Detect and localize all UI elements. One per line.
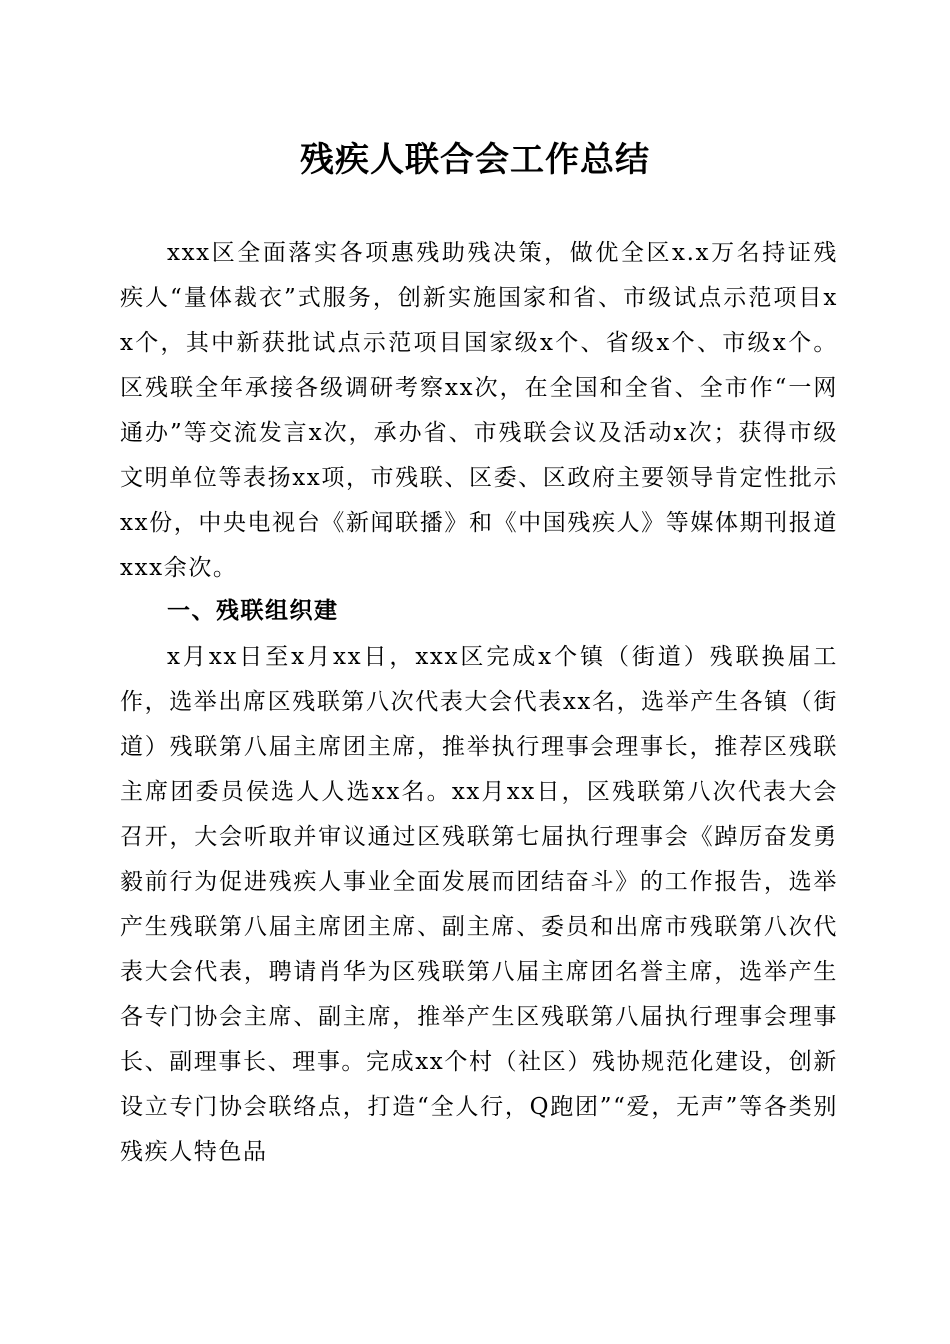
paragraph-section-1: x月xx日至x月xx日，xxx区完成x个镇（街道）残联换届工作，选举出席区残联第八次代表大会代表xx名，选举产生各镇（街道）残联第八届主席团主席，推举执行理事会理事长，推荐区残联主席团委员侯选人人选xx名。xx月xx日，区残联第八次代表大会召开，大会听取并审议通过区残联第七届执行理事会《踔厉奋发勇毅前行为促进残疾人事业全面发展而团结奋斗》的工作报告，选举产生残联第八届主席团主席、副主席、委员和出席市残联第八次代表大会代表，聘请肖华为区残联第八届主席团名誉主席，选举产生各专门协会主席、副主席，推举产生区残联第八届执行理事会理事长、副理事长、理事。完成xx个村（社区）残协规范化建设，创新设立专门协会联络点，打造“全人行，Q跑团”“爱，无声”等各类别残疾人特色品 [120,644,838,1165]
document-title: 残疾人联合会工作总结 [300,140,650,180]
paragraph-intro: xxx区全面落实各项惠残助残决策，做优全区x.x万名持证残疾人“量体裁衣”式服务，创新实施国家和省、市级试点示范项目xx个，其中新获批试点示范项目国家级x个、省级x个、市级x个。区残联全年承接各级调研考察xx次，在全国和全省、全市作“一网通办”等交流发言x次，承办省、市残联会议及活动x次；获得市级文明单位等表扬xx项，市残联、区委、区政府主要领导肯定性批示xx份，中央电视台《新闻联播》和《中国残疾人》等媒体期刊报道xxx余次。 [120,240,838,581]
section-heading-1: 一、残联组织建 [167,598,339,624]
